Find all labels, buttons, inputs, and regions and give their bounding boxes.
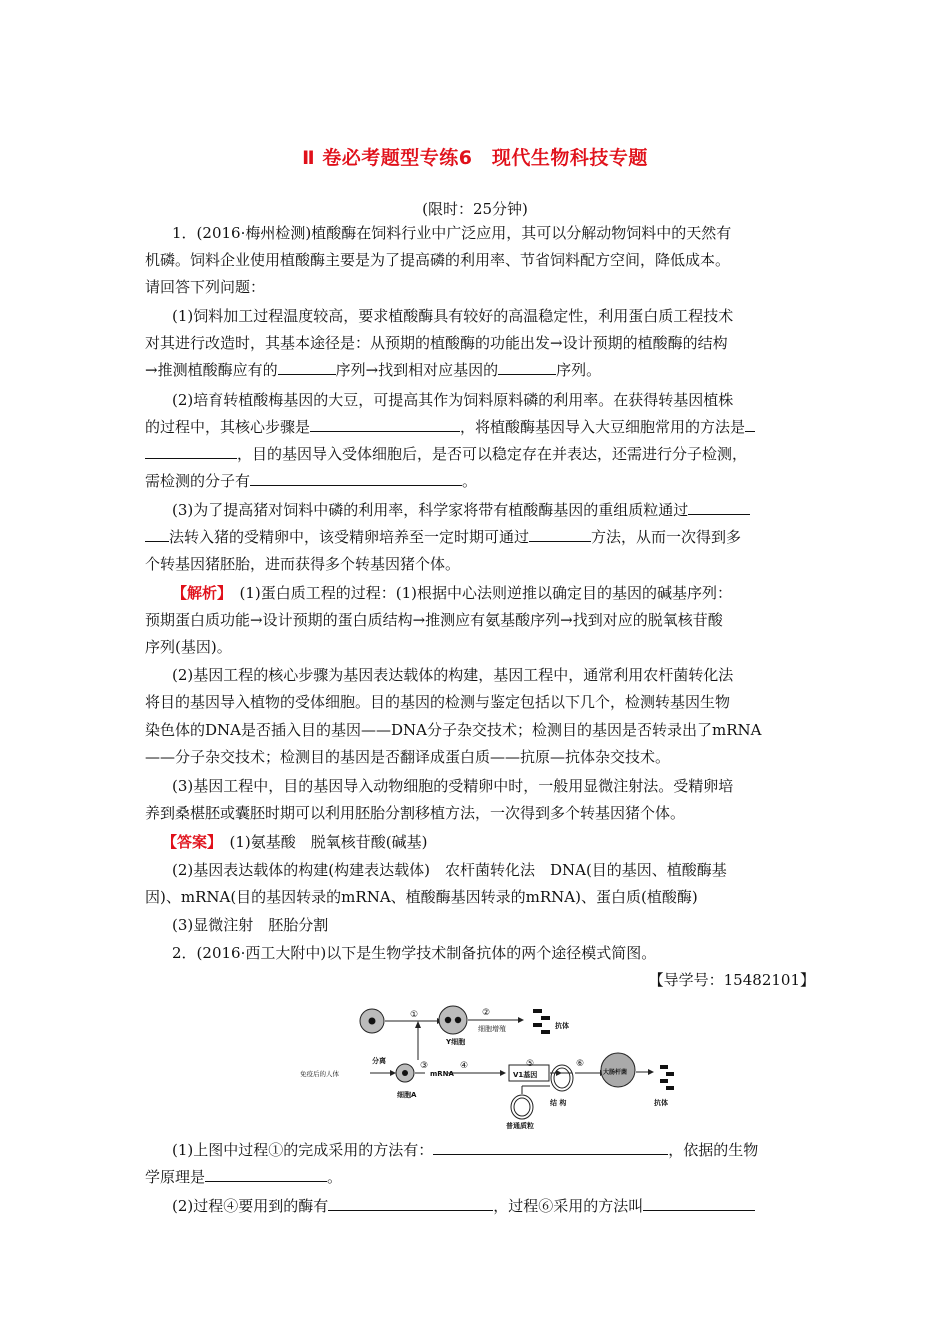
answer-blank[interactable]	[145, 527, 169, 542]
q1-part1-line-2: 对其进行改造时，其基本途径是：从预期的植酸酶的功能出发→设计预期的植酸酶的结构	[145, 334, 728, 352]
answer-blank[interactable]	[278, 360, 336, 375]
q1-part2-text-e: 。	[462, 472, 478, 490]
answer-blank[interactable]	[529, 527, 591, 542]
analysis-line-5: 将目的基因导入植物的受体细胞。目的基因的检测与鉴定包括以下几个，检测转基因生物	[145, 693, 731, 711]
step-3-label: ③	[420, 1061, 429, 1071]
q2-part2-text-a: (2)过程④要用到的酶有	[172, 1197, 329, 1215]
answer-blank[interactable]	[643, 1196, 755, 1211]
q2-part1-text-a: (1)上图中过程①的完成采用的方法有：	[172, 1141, 434, 1159]
q1-part2-text-d: 需检测的分子有	[145, 472, 251, 490]
q1-part1-text-a: →推测植酸酶应有的	[145, 361, 278, 379]
answer-line-2: (2)基因表达载体的构建(构建表达载体) 农杆菌转化法 DNA(目的基因、植酸酶基	[172, 861, 727, 879]
time-limit: (限时：25分钟)	[422, 200, 528, 218]
antibody-label-top: 抗体	[555, 1022, 569, 1030]
analysis-line-6: 染色体的DNA是否插入目的基因——DNA分子杂交技术；检测目的基因是否转录出了mRNA	[145, 721, 762, 739]
ecoli-label: 大肠杆菌	[603, 1069, 628, 1076]
plasmid-label: 普通质粒	[506, 1122, 534, 1130]
answer-line-1	[162, 832, 832, 852]
q1-part3-text-c: 方法，从而一次得到多	[591, 528, 742, 546]
cell-a-label: 细胞A	[397, 1091, 417, 1099]
analysis-line-4: (2)基因工程的核心步骤为基因表达载体的构建，基因工程中，通常利用农杆菌转化法	[172, 666, 734, 684]
q1-line-1: 1．(2016·梅州检测)植酸酶在饲料行业中广泛应用，其可以分解动物饲料中的天然有	[172, 224, 732, 242]
q1-part1-line-1: (1)饲料加工过程温度较高，要求植酸酶具有较好的高温稳定性，利用蛋白质工程技术	[172, 307, 734, 325]
analysis-line-8: (3)基因工程中，目的基因导入动物细胞的受精卵中时，一般用显微注射法。受精卵培	[172, 777, 734, 795]
separate-label: 分离	[372, 1057, 386, 1065]
q1-part1-line-3	[145, 360, 815, 380]
q2-part1-line-2	[145, 1167, 815, 1187]
step-5-label: ⑤	[526, 1059, 535, 1069]
q2-part1-text-d: 。	[327, 1168, 343, 1186]
q2-part2-line-1	[172, 1196, 815, 1216]
q1-line-3: 请回答下列问题：	[145, 278, 266, 296]
y-cell-label: Y细胞	[446, 1038, 466, 1046]
q1-part2-text-b: ，将植酸酶基因导入大豆细胞常用的方法是	[460, 418, 746, 436]
analysis-line-2: 预期蛋白质功能→设计预期的蛋白质结构→推测应有氨基酸序列→找到对应的脱氧核苷酸	[145, 611, 723, 629]
analysis-text-1: (1)蛋白质工程的过程：(1)根据中心法则逆推以确定目的基因的碱基序列：	[239, 584, 733, 602]
answer-blank[interactable]	[328, 1196, 493, 1211]
q1-line-2: 机磷。饲料企业使用植酸酶主要是为了提高磷的利用率、节省饲料配方空间，降低成本。	[145, 251, 731, 269]
mrna-label: mRNA	[430, 1070, 454, 1078]
q1-part2-line-1: (2)培育转植酸梅基因的大豆，可提高其作为饲料原料磷的利用率。在获得转基因植株	[172, 391, 734, 409]
q1-part3-text-b: 法转入猪的受精卵中，该受精卵培养至一定时期可通过	[169, 528, 530, 546]
answer-line-4: (3)显微注射 胚胎分割	[172, 916, 329, 934]
q2-reference-number: 【导学号：15482101】	[648, 971, 815, 989]
q1-part3-line-3: 个转基因猪胚胎，进而获得多个转基因猪个体。	[145, 555, 461, 573]
q2-part2-text-b: ，过程⑥采用的方法叫	[493, 1197, 644, 1215]
step-2-label: ②	[482, 1008, 491, 1018]
answer-line-3: 因)、mRNA(目的基因转录的mRNA、植酸酶基因转录的mRNA)、蛋白质(植酸酶)	[145, 888, 698, 906]
proliferation-label: 细胞增殖	[478, 1025, 506, 1033]
step-4-label: ④	[460, 1061, 469, 1071]
q2-part1-text-c: 学原理是	[145, 1168, 206, 1186]
q1-part3-line-2	[145, 527, 815, 547]
answer-blank[interactable]	[145, 444, 237, 459]
analysis-line-7: ——分子杂交技术；检测目的基因是否翻译成蛋白质——抗原—抗体杂交技术。	[145, 748, 671, 766]
v1-gene-label: V1基因	[513, 1071, 538, 1079]
analysis-line-3: 序列(基因)。	[145, 638, 232, 656]
q1-part2-text-a: 的过程中，其核心步骤是	[145, 418, 311, 436]
answer-blank[interactable]	[498, 360, 556, 375]
q1-part1-text-b: 序列→找到相对应基因的	[335, 361, 499, 379]
answer-blank[interactable]	[745, 417, 755, 432]
antibody-label-bottom: 抗体	[654, 1099, 668, 1107]
step-6-label: ⑥	[576, 1059, 585, 1069]
q1-part2-line-4	[145, 471, 815, 491]
q1-part1-text-c: 序列。	[556, 361, 602, 379]
structure-label: 结 构	[550, 1099, 567, 1107]
answer-text-1: (1)氨基酸 脱氧核苷酸(碱基)	[229, 833, 428, 851]
step-1-label: ①	[410, 1010, 419, 1020]
q2-part1-text-b: ，依据的生物	[668, 1141, 759, 1159]
answer-label: 【答案】	[162, 833, 215, 851]
y-cell-icon	[439, 1006, 467, 1034]
analysis-label: 【解析】	[172, 584, 225, 602]
q1-part2-line-2	[145, 417, 815, 437]
answer-blank[interactable]	[310, 417, 460, 432]
q1-part2-text-c: ，目的基因导入受体细胞后，是否可以稳定存在并表达，还需进行分子检测，	[237, 445, 748, 463]
q1-part3-line-1	[172, 500, 815, 520]
immunized-person-label: 免疫后的人体	[300, 1070, 339, 1078]
q1-part2-line-3	[145, 444, 815, 464]
q1-part3-text-a: (3)为了提高猪对饲料中磷的利用率，科学家将带有植酸酶基因的重组质粒通过	[172, 501, 689, 519]
q2-part1-line-1	[172, 1140, 815, 1160]
answer-blank[interactable]	[250, 471, 462, 486]
antibody-diagram	[300, 990, 680, 1130]
q2-line-1: 2．(2016·西工大附中)以下是生物学技术制备抗体的两个途径模式简图。	[172, 944, 657, 962]
answer-blank[interactable]	[205, 1167, 327, 1182]
page-title: Ⅱ 卷必考题型专练6 现代生物科技专题	[302, 147, 648, 169]
answer-blank[interactable]	[433, 1140, 668, 1155]
answer-blank[interactable]	[688, 500, 750, 515]
analysis-line-1	[172, 583, 815, 603]
analysis-line-9: 养到桑椹胚或囊胚时期可以利用胚胎分割移植方法，一次得到多个转基因猪个体。	[145, 804, 686, 822]
